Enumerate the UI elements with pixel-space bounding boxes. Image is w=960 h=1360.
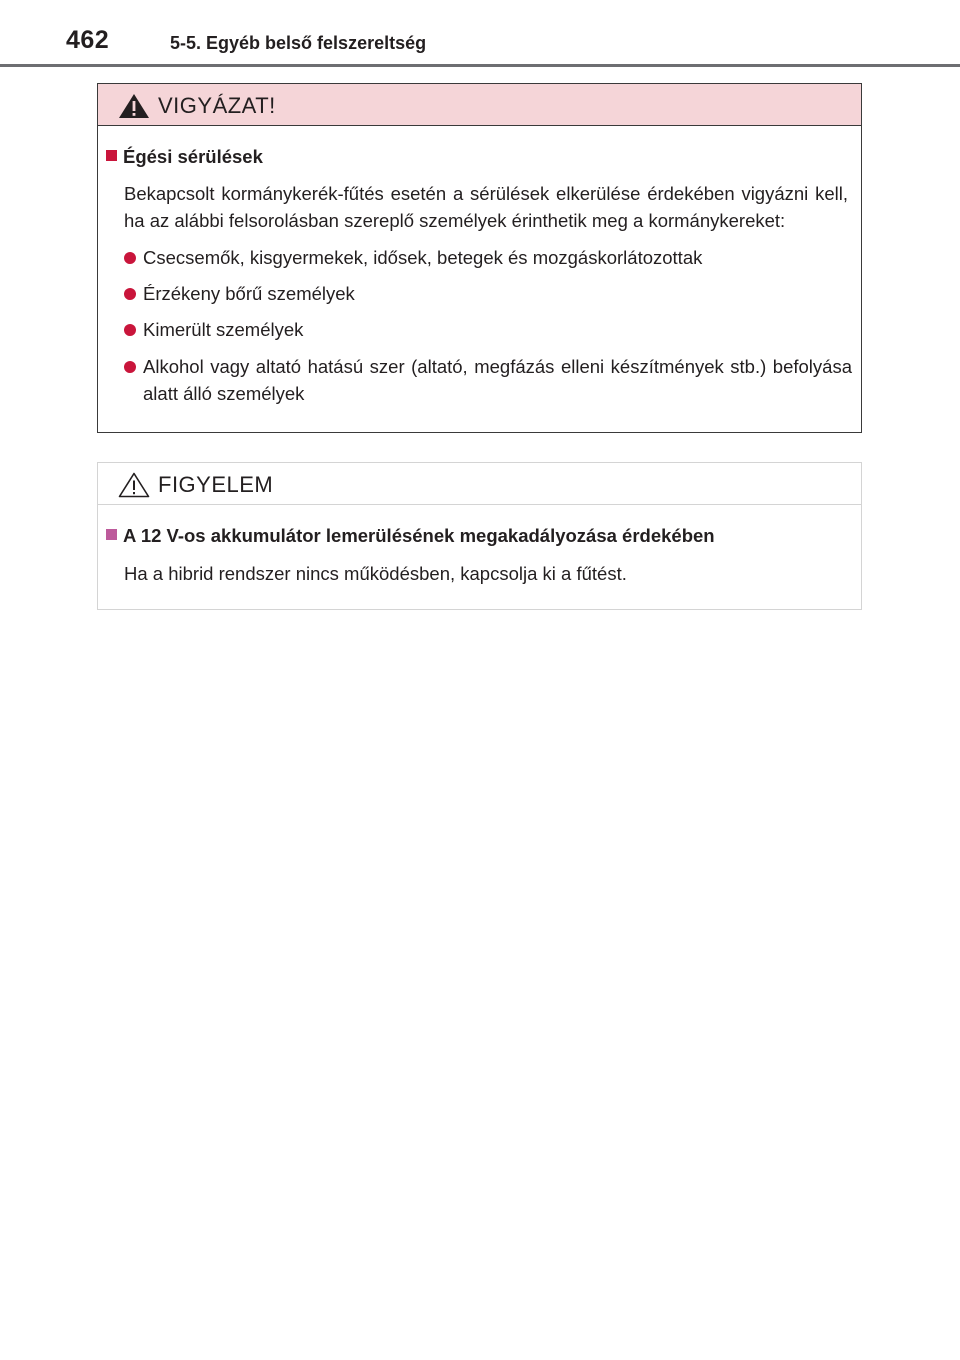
warning-title: VIGYÁZAT! <box>158 93 276 118</box>
list-item: Alkohol vagy altató hatású szer (altató, megfázás elleni készítmények stb.) befolyása alatt álló személyek <box>124 353 852 407</box>
warning-subheading: Égési sérülések <box>106 146 263 168</box>
square-bullet-icon <box>106 529 117 540</box>
page-header <box>0 0 960 66</box>
notice-subheading: A 12 V-os akkumulátor lemerülésének megakadályozása érdekében <box>106 525 715 547</box>
notice-title: FIGYELEM <box>158 472 274 497</box>
circle-bullet-icon <box>124 252 136 264</box>
page-number: 462 <box>66 26 110 54</box>
notice-paragraph: Ha a hibrid rendszer nincs működésben, kapcsolja ki a fűtést. <box>124 563 627 584</box>
caution-triangle-icon <box>118 472 150 498</box>
section-title: 5-5. Egyéb belső felszereltség <box>170 33 427 53</box>
circle-bullet-icon <box>124 361 136 373</box>
circle-bullet-icon <box>124 288 136 300</box>
notice-box <box>97 462 862 610</box>
list-item: Érzékeny bőrű személyek <box>124 280 852 307</box>
list-item: Kimerült személyek <box>124 316 852 343</box>
list-item: Csecsemők, kisgyermekek, idősek, betegek és mozgáskorlátozottak <box>124 244 852 271</box>
notice-box-header <box>98 463 861 505</box>
circle-bullet-icon <box>124 324 136 336</box>
warning-box <box>97 83 862 433</box>
square-bullet-icon <box>106 150 117 161</box>
warning-box-header <box>98 84 861 126</box>
warning-triangle-icon <box>118 93 150 119</box>
warning-paragraph: Bekapcsolt kormánykerék-fűtés esetén a sérülések elkerülése érdekében vigyázni kell, ha az alábbi felsorolásban szereplő személyek érinthetik meg a kormánykereket: <box>124 183 848 231</box>
header-rule <box>0 64 960 67</box>
